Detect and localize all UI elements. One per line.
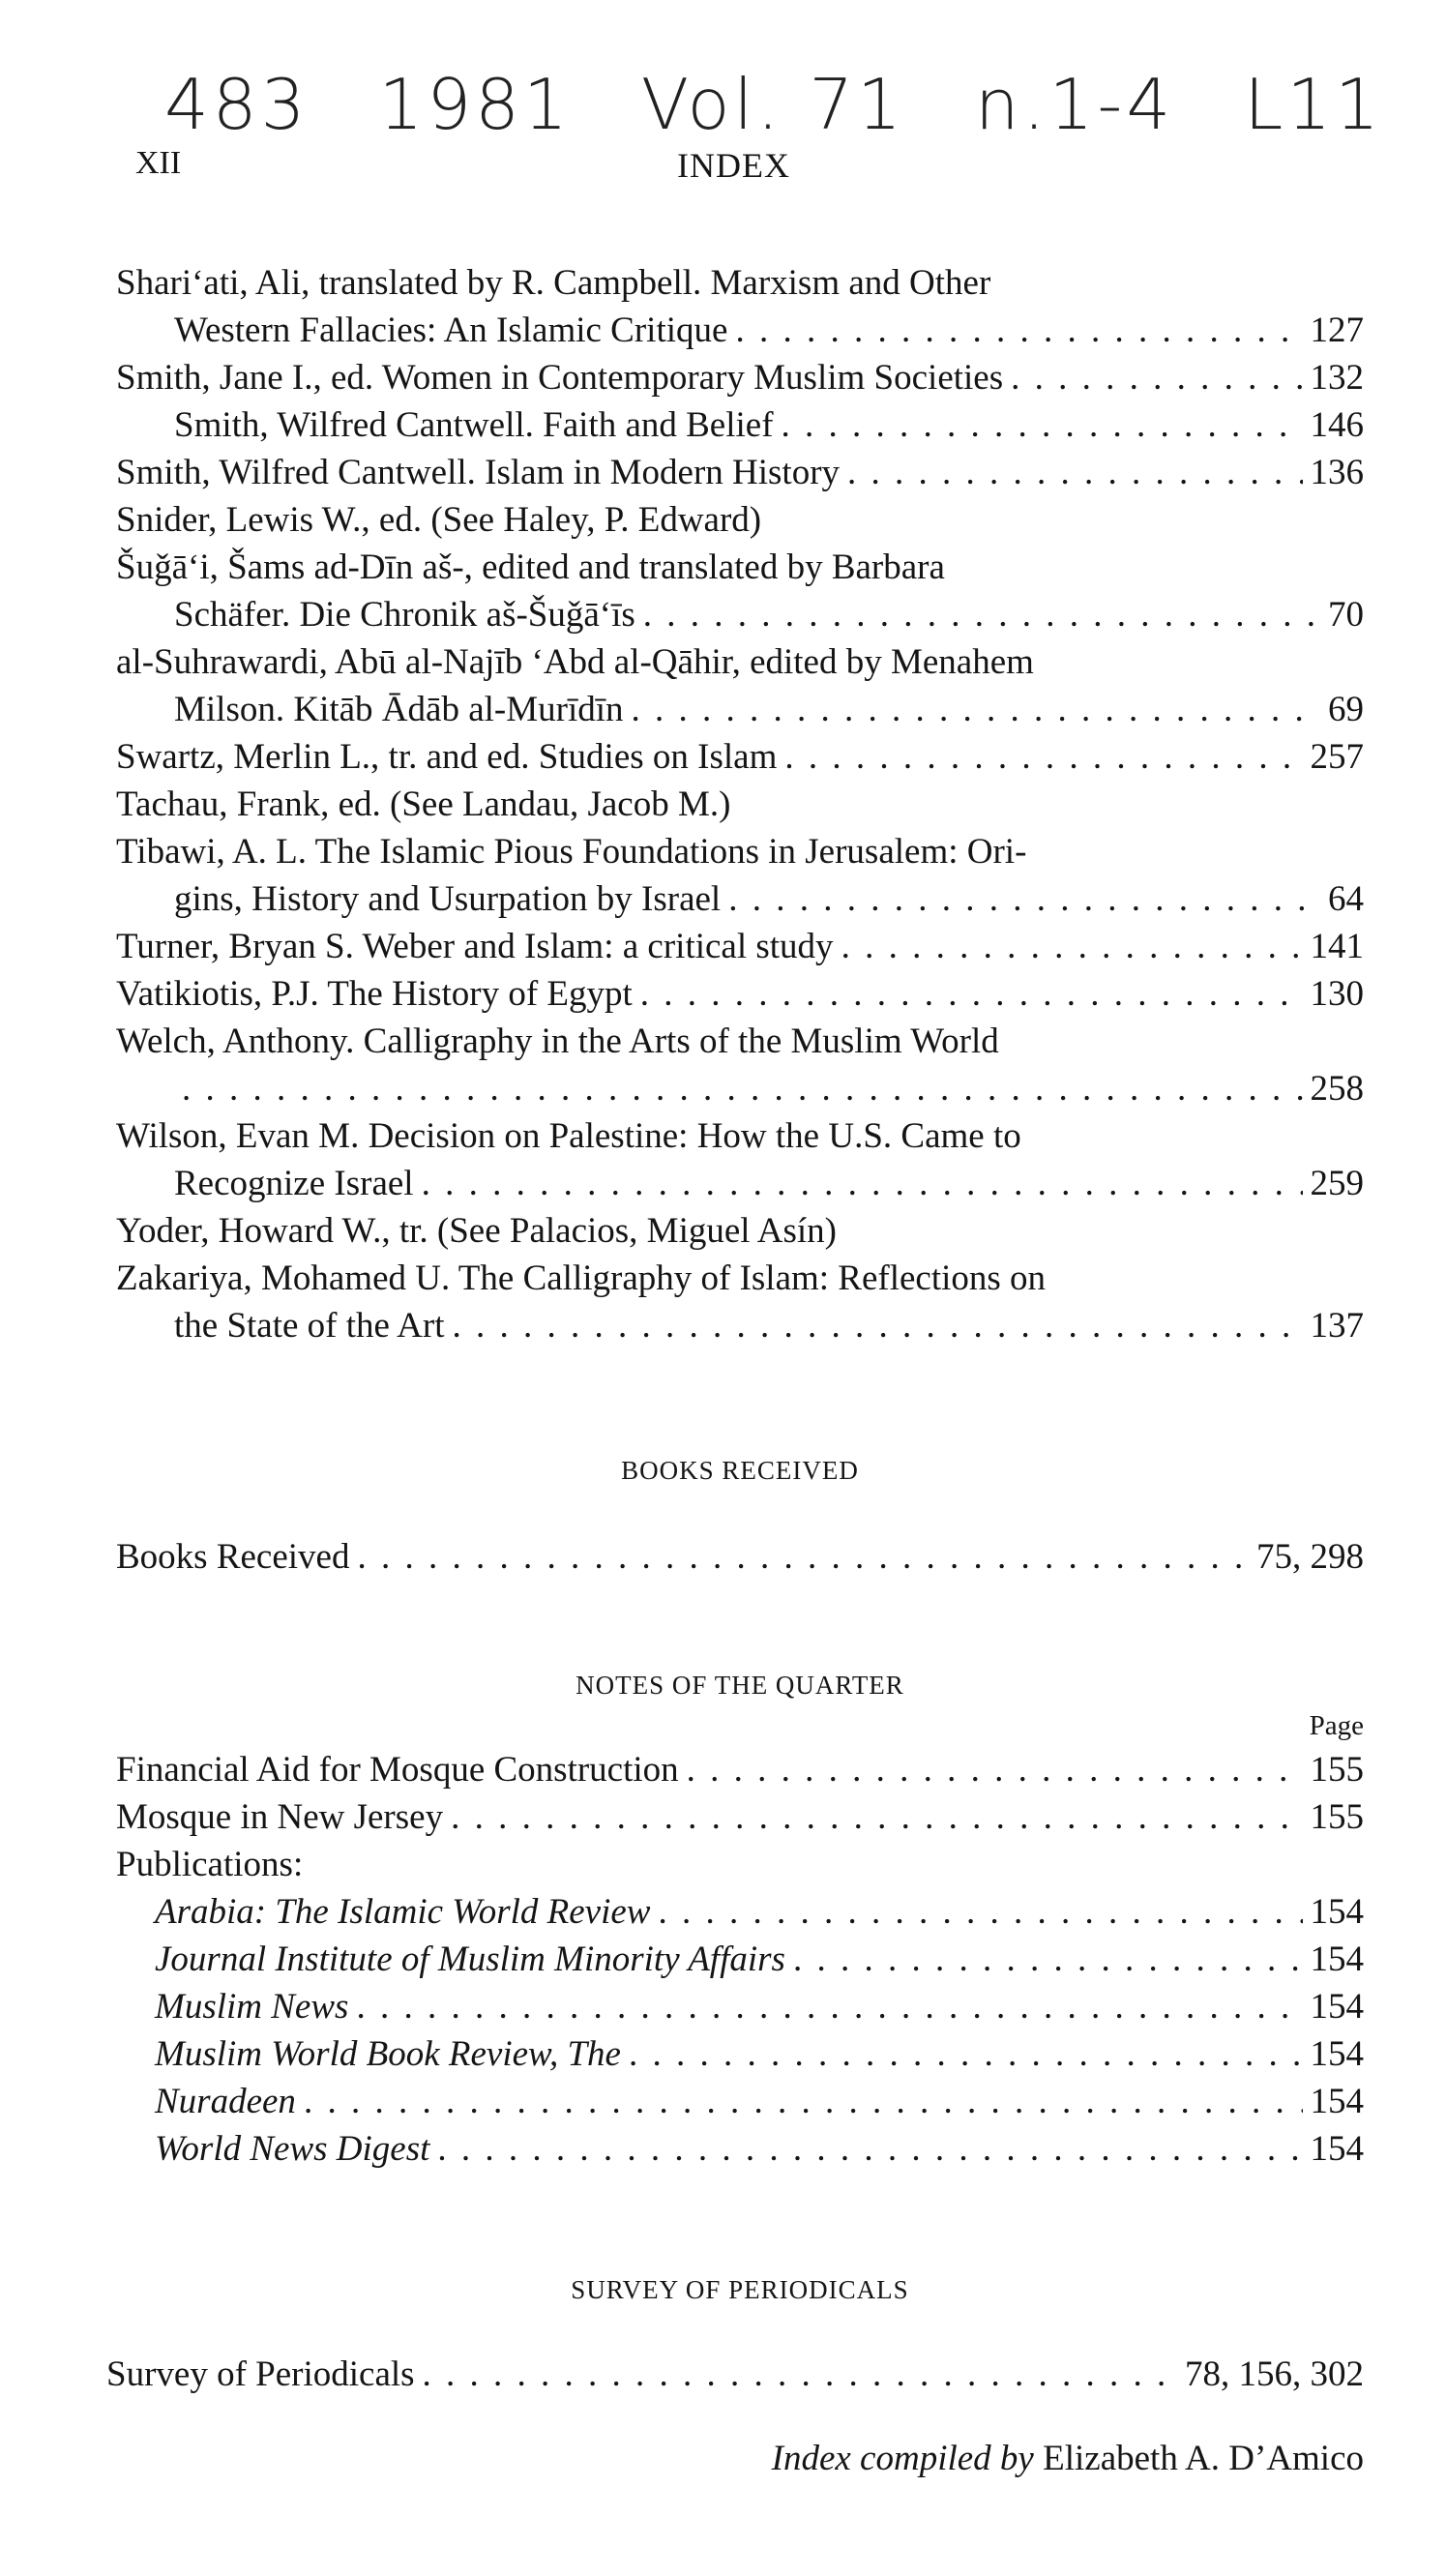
index-entry xyxy=(116,496,1364,544)
leader-dots xyxy=(451,1793,1302,1841)
entry-text: Milson. Kitāb Ādāb al-Murīdīn xyxy=(174,690,624,729)
index-entry xyxy=(116,638,1364,733)
entry-text: Vatikiotis, P.J. The History of Egypt xyxy=(116,974,633,1014)
entry-text: Smith, Jane I., ed. Women in Contemporary Muslim Societies xyxy=(116,358,1004,398)
entry-text: the State of the Art xyxy=(174,1306,445,1346)
survey-heading: SURVEY OF PERIODICALS xyxy=(571,2275,909,2304)
leader-dots xyxy=(422,1160,1303,1207)
entry-page: 130 xyxy=(1310,974,1364,1014)
survey-entry xyxy=(106,2351,1364,2398)
index-entry xyxy=(116,970,1364,1018)
entry-page: 258 xyxy=(1310,1069,1364,1109)
entry-page: 75, 298 xyxy=(1256,1537,1364,1577)
entry-page: 146 xyxy=(1310,405,1364,445)
entry-text: Smith, Wilfred Cantwell. Islam in Modern History xyxy=(116,453,841,492)
publications-list xyxy=(116,1888,1364,2173)
publication-title: Nuradeen xyxy=(155,2082,296,2121)
index-list xyxy=(116,259,1364,1349)
entry-page: 155 xyxy=(1310,1797,1364,1837)
leader-dots xyxy=(784,733,1302,781)
publications-label: Publications: xyxy=(116,1845,304,1884)
entry-text: Schäfer. Die Chronik aš-Šuǧā‘īs xyxy=(174,595,635,635)
leader-dots xyxy=(658,1888,1302,1936)
entry-text: Wilson, Evan M. Decision on Palestine: How the U.S. Came to xyxy=(116,1116,1021,1156)
leader-dots xyxy=(182,1065,1303,1112)
index-entry xyxy=(116,354,1364,401)
leader-dots xyxy=(356,1983,1302,2030)
entry-text: Welch, Anthony. Calligraphy in the Arts of the Muslim World xyxy=(116,1022,999,1061)
entry-page: 64 xyxy=(1328,879,1364,919)
entry-line xyxy=(116,591,1364,638)
publication-entry xyxy=(116,2030,1364,2078)
entry-line xyxy=(116,1018,1364,1065)
entry-page: 137 xyxy=(1310,1306,1364,1346)
entry-line xyxy=(116,496,1364,544)
publication-title: Muslim News xyxy=(155,1987,349,2027)
page-number: XII xyxy=(135,145,182,181)
leader-dots xyxy=(453,1302,1303,1349)
entry-line xyxy=(116,449,1364,496)
leader-dots xyxy=(629,2030,1303,2078)
entry-line xyxy=(116,1207,1364,1255)
publication-entry xyxy=(116,1888,1364,1936)
index-entry xyxy=(116,781,1364,828)
entry-page: 154 xyxy=(1310,2129,1364,2169)
leader-dots xyxy=(304,2078,1303,2125)
entry-title: Mosque in New Jersey xyxy=(116,1797,444,1837)
index-entry xyxy=(116,401,1364,449)
index-entry xyxy=(116,1207,1364,1255)
index-entry xyxy=(116,1255,1364,1349)
entry-line xyxy=(116,307,1364,354)
entry-line xyxy=(116,1255,1364,1302)
entry-text: Tachau, Frank, ed. (See Landau, Jacob M.) xyxy=(116,785,731,824)
leader-dots xyxy=(728,875,1320,923)
leader-dots xyxy=(632,686,1320,733)
entry-text: Swartz, Merlin L., tr. and ed. Studies on Islam xyxy=(116,737,778,777)
publication-entry xyxy=(116,1983,1364,2030)
notes-heading: NOTES OF THE QUARTER xyxy=(575,1671,904,1700)
leader-dots xyxy=(687,1746,1303,1793)
entry-line xyxy=(116,1160,1364,1207)
entry-text: Yoder, Howard W., tr. (See Palacios, Miguel Asín) xyxy=(116,1211,837,1251)
entry-page: 78, 156, 302 xyxy=(1185,2354,1364,2394)
entry-line xyxy=(116,638,1364,686)
entry-page: 141 xyxy=(1310,927,1364,966)
notes-list xyxy=(116,1746,1364,2173)
entry-line xyxy=(116,1112,1364,1160)
publication-title: World News Digest xyxy=(155,2129,430,2169)
leader-dots xyxy=(782,401,1303,449)
entry-line xyxy=(116,970,1364,1018)
leader-dots xyxy=(793,1936,1303,1983)
entry-page: 154 xyxy=(1310,1892,1364,1932)
page-column-label: Page xyxy=(1309,1710,1364,1741)
entry-page: 136 xyxy=(1310,453,1364,492)
handwritten-part: Vol. 71 xyxy=(640,64,905,145)
publication-title: Arabia: The Islamic World Review xyxy=(155,1892,651,1932)
entry-line xyxy=(116,875,1364,923)
entry-text: Snider, Lewis W., ed. (See Haley, P. Edward) xyxy=(116,500,762,540)
credit-label: Index compiled by xyxy=(771,2439,1034,2478)
entry-line xyxy=(116,923,1364,970)
index-entry xyxy=(116,449,1364,496)
compiler-credit xyxy=(772,2438,1364,2479)
entry-page: 154 xyxy=(1310,1939,1364,1979)
entry-page: 155 xyxy=(1310,1750,1364,1790)
entry-line xyxy=(116,259,1364,307)
entry-line xyxy=(116,781,1364,828)
leader-dots xyxy=(640,970,1303,1018)
entry-page: 70 xyxy=(1328,595,1364,635)
entry-line xyxy=(116,686,1364,733)
leader-dots xyxy=(847,449,1302,496)
entry-text: Recognize Israel xyxy=(174,1164,414,1203)
index-entry xyxy=(116,1112,1364,1207)
entry-text: Shari‘ati, Ali, translated by R. Campbell. Marxism and Other xyxy=(116,263,991,303)
entry-line xyxy=(116,1302,1364,1349)
index-entry xyxy=(116,1018,1364,1112)
publication-entry xyxy=(116,2078,1364,2125)
entry-page: 259 xyxy=(1310,1164,1364,1203)
entry-text: gins, History and Usurpation by Israel xyxy=(174,879,722,919)
index-entry xyxy=(116,733,1364,781)
entry-text: Smith, Wilfred Cantwell. Faith and Belief xyxy=(174,405,774,445)
entry-text: Zakariya, Mohamed U. The Calligraphy of Islam: Reflections on xyxy=(116,1258,1047,1298)
index-entry xyxy=(116,828,1364,923)
entry-page: 154 xyxy=(1310,2034,1364,2074)
entry-page: 132 xyxy=(1310,358,1364,398)
books-received-heading: BOOKS RECEIVED xyxy=(621,1456,859,1485)
entry-text: al-Suhrawardi, Abū al-Najīb ‘Abd al-Qāhir, edited by Menahem xyxy=(116,642,1034,682)
entry-text: Western Fallacies: An Islamic Critique xyxy=(174,311,728,350)
leader-dots xyxy=(357,1533,1249,1581)
index-entry xyxy=(116,259,1364,354)
index-entry xyxy=(116,923,1364,970)
handwritten-call-number xyxy=(164,58,1383,145)
publication-entry xyxy=(116,2125,1364,2173)
entry-text: Turner, Bryan S. Weber and Islam: a critical study xyxy=(116,927,834,966)
entry-page: 127 xyxy=(1310,311,1364,350)
entry-line xyxy=(116,828,1364,875)
handwritten-part: L11 xyxy=(1244,64,1383,145)
handwritten-part: 483 xyxy=(164,64,310,145)
leader-dots xyxy=(423,2351,1177,2398)
entry-page: 69 xyxy=(1328,690,1364,729)
books-received-entry xyxy=(116,1533,1364,1581)
entry-text: Šuǧā‘i, Šams ad-Dīn aš-, edited and translated by Barbara xyxy=(116,548,945,587)
entry-line xyxy=(116,401,1364,449)
handwritten-part: n.1-4 xyxy=(975,64,1175,145)
entry-title: Financial Aid for Mosque Construction xyxy=(116,1750,679,1790)
entry-title: Books Received xyxy=(116,1537,350,1577)
index-entry xyxy=(116,544,1364,638)
entry-page: 154 xyxy=(1310,2082,1364,2121)
entry-line xyxy=(116,1065,1364,1112)
entry-line xyxy=(116,354,1364,401)
leader-dots xyxy=(437,2125,1302,2173)
leader-dots xyxy=(1011,354,1302,401)
handwritten-part: 1981 xyxy=(378,64,572,145)
leader-dots xyxy=(735,307,1302,354)
entry-page: 257 xyxy=(1310,737,1364,777)
publication-title: Muslim World Book Review, The xyxy=(155,2034,621,2074)
page-header xyxy=(135,145,1364,193)
publication-title: Journal Institute of Muslim Minority Affairs xyxy=(155,1939,785,1979)
publication-entry xyxy=(116,1936,1364,1983)
page-title: INDEX xyxy=(677,146,790,185)
entry-title: Survey of Periodicals xyxy=(106,2354,415,2394)
entry-line xyxy=(116,733,1364,781)
entry-page: 154 xyxy=(1310,1987,1364,2027)
leader-dots xyxy=(643,591,1320,638)
entry-text: Tibawi, A. L. The Islamic Pious Foundations in Jerusalem: Ori- xyxy=(116,832,1027,872)
leader-dots xyxy=(841,923,1303,970)
credit-name: Elizabeth A. D’Amico xyxy=(1043,2439,1364,2478)
entry-line xyxy=(116,544,1364,591)
